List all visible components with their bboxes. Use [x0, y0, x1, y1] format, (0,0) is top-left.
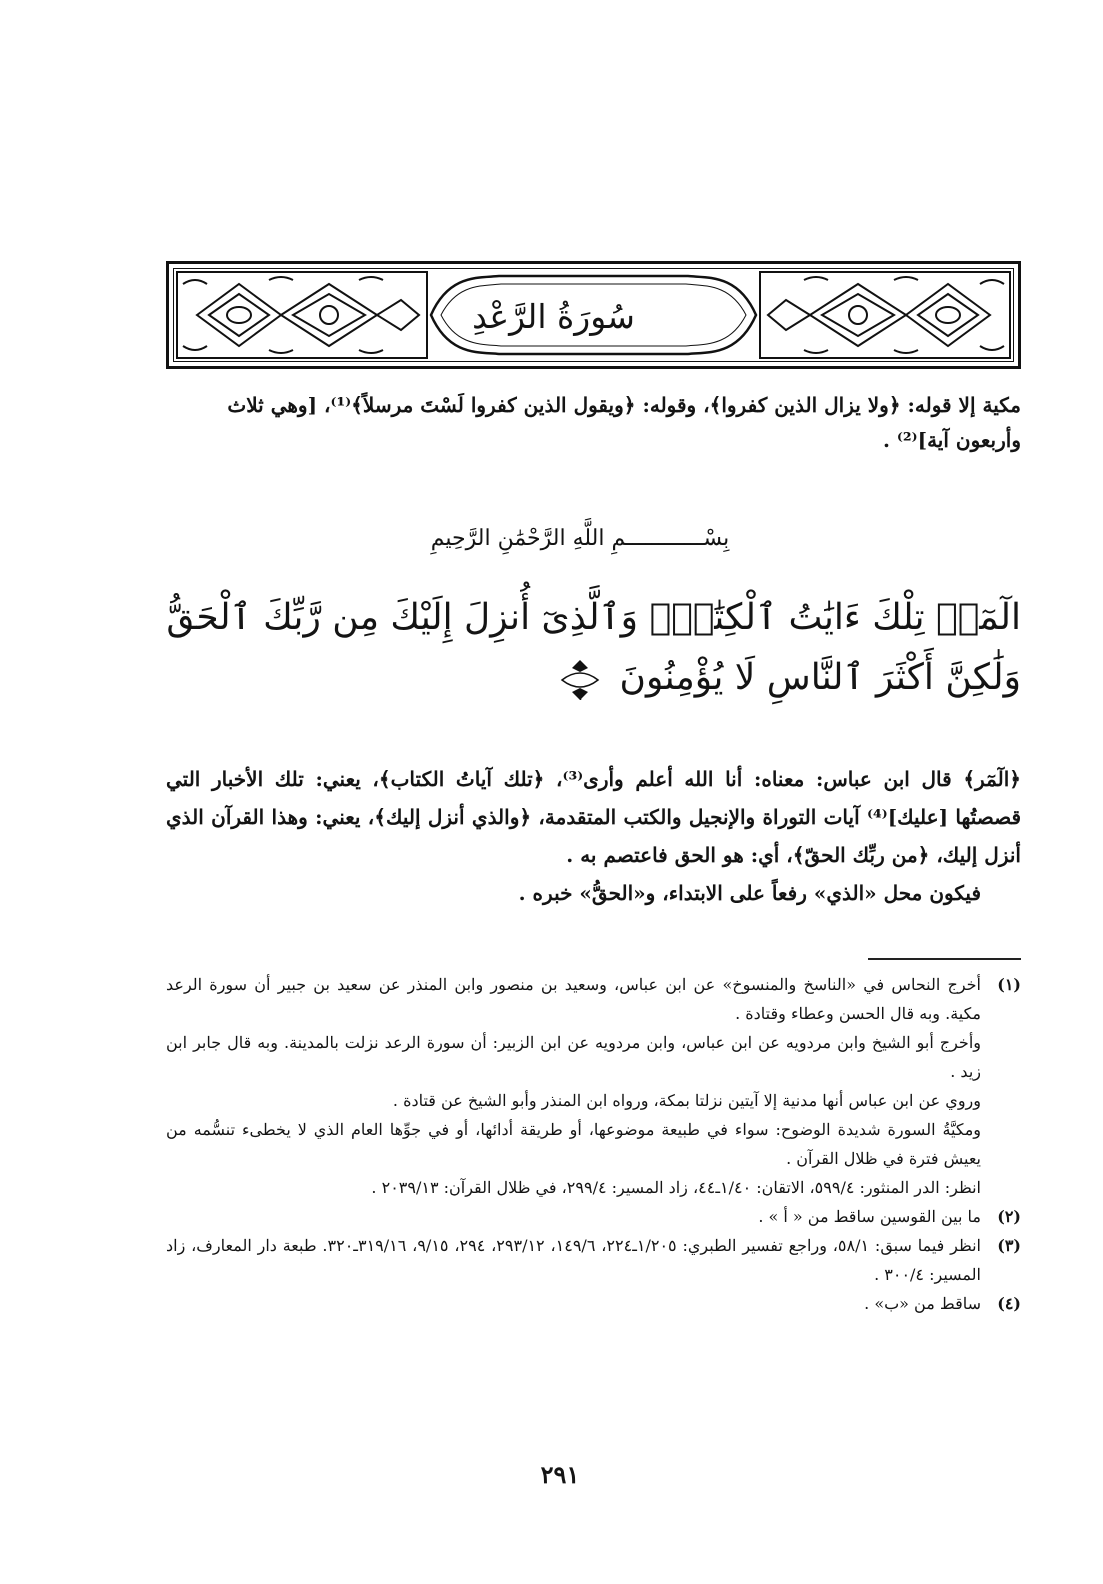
footnote-item: [166, 1202, 1021, 1231]
footnote-text: ساقط من «ب» .: [864, 1294, 981, 1313]
verse-text: الٓمٓرۚ تِلْكَ ءَايَٰتُ ٱلْكِتَٰبِۗ وَٱلَّذِىٓ أُنزِلَ إِلَيْكَ مِن رَّبِّكَ ٱلْحَقُّ وَلَٰكِنَّ أَكْثَرَ ٱلنَّاسِ لَا يُؤْمِنُونَ: [166, 597, 1021, 698]
footnote-item: [166, 1115, 1021, 1173]
commentary-paragraph: فيكون محل «الذي» رفعاً على الابتداء، و«الحقُّ» خبره .: [518, 881, 981, 905]
footnote-text: أخرج النحاس في «الناسخ والمنسوخ» عن ابن عباس، وسعيد بن منصور وابن المنذر عن سعيد بن جبير أن سورة الرعد مكية. وبه قال الحسن وعطاء وقتادة .: [166, 975, 982, 1023]
ayah-end-marker: [558, 658, 602, 702]
footnotes: [166, 970, 1021, 1318]
basmala: بِسْــــــــــــمِ اللَّهِ الرَّحْمَٰنِ الرَّحِيمِ: [430, 525, 730, 551]
footnote-number: [981, 1086, 1021, 1115]
footnote-item: [166, 1028, 1021, 1086]
footnote-number: (١): [997, 975, 1021, 994]
footnote-number: (٤): [997, 1294, 1021, 1313]
footnote-text: ما بين القوسين ساقط من « أ » .: [758, 1207, 981, 1226]
footnote-number: [981, 1028, 1021, 1086]
page-number: ٢٩١: [540, 1460, 580, 1489]
footnote-number: [981, 1115, 1021, 1173]
quran-verse: [166, 588, 1021, 708]
commentary: [166, 760, 1021, 912]
footnote-number: (٣): [997, 1236, 1021, 1255]
footnote-item: [166, 1086, 1021, 1115]
footnote-text: ومكيَّةُ السورة شديدة الوضوح: سواء في طبيعة موضوعها، أو طريقة أدائها، أو في جوِّها العام الذي لا يخطىء تنسُّمه من يعيش فترة في ظلال القرآن .: [166, 1120, 981, 1168]
footnote-text: انظر: الدر المنثور: ٥٩٩/٤، الاتقان: ١/٤٠ـ٤٤، زاد المسير: ٢٩٩/٤، في ظلال القرآن: ٢٠٣٩/١٣ .: [371, 1178, 981, 1197]
footnote-item: [166, 970, 1021, 1028]
footnote-text: وأخرج أبو الشيخ وابن مردويه عن ابن عباس، وابن مردويه عن ابن الزبير: أن سورة الرعد نزلت بالمدينة. وبه قال جابر ابن زيد .: [166, 1033, 981, 1081]
footnote-number: [981, 1173, 1021, 1202]
ayah-number: ١: [576, 686, 585, 704]
footnote-text: انظر فيما سبق: ٥٨/١، وراجع تفسير الطبري: ١/٢٠٥ـ٢٢٤، ١٤٩/٦، ٢٩٣/١٢، ٢٩٤، ٩/١٥، ٣١٩/١٦ـ٣٢٠. طبعة دار المعارف، زاد المسير: ٣٠٠/٤ .: [166, 1236, 982, 1284]
footnote-item: [166, 1231, 1021, 1289]
footnote-number: (٢): [997, 1207, 1021, 1226]
footnote-text: وروي عن ابن عباس أنها مدنية إلا آيتين نزلتا بمكة، ورواه ابن المنذر وأبو الشيخ عن قتادة .: [392, 1091, 981, 1110]
commentary-paragraph: ﴿الٓمٓر﴾ قال ابن عباس: معناه: أنا الله أعلم وأرى⁽³⁾، ﴿تلك آياتُ الكتاب﴾، يعني: تلك الأخبار التي قصصتُها [عليك]⁽⁴⁾ آيات التوراة والإنجيل والكتب المتقدمة، ﴿والذي أنزل إليك﴾، يعني: وهذا القرآن الذي أنزل إليك، ﴿من ربِّك الحقّ﴾، أي: هو الحق فاعتصم به .: [166, 767, 1022, 867]
surah-title: سُورَةُ الرَّعْدِ: [472, 296, 635, 336]
footnote-item: [166, 1289, 1021, 1318]
footnote-item: [166, 1173, 1021, 1202]
footnote-divider: [868, 958, 1021, 960]
surah-intro: مكية إلا قوله: ﴿ولا يزال الذين كفروا﴾، وقوله: ﴿ويقول الذين كفروا لَسْتَ مرسلاً﴾⁽¹⁾، [وهي ثلاث وأربعون آية]⁽²⁾ .: [227, 393, 1021, 452]
